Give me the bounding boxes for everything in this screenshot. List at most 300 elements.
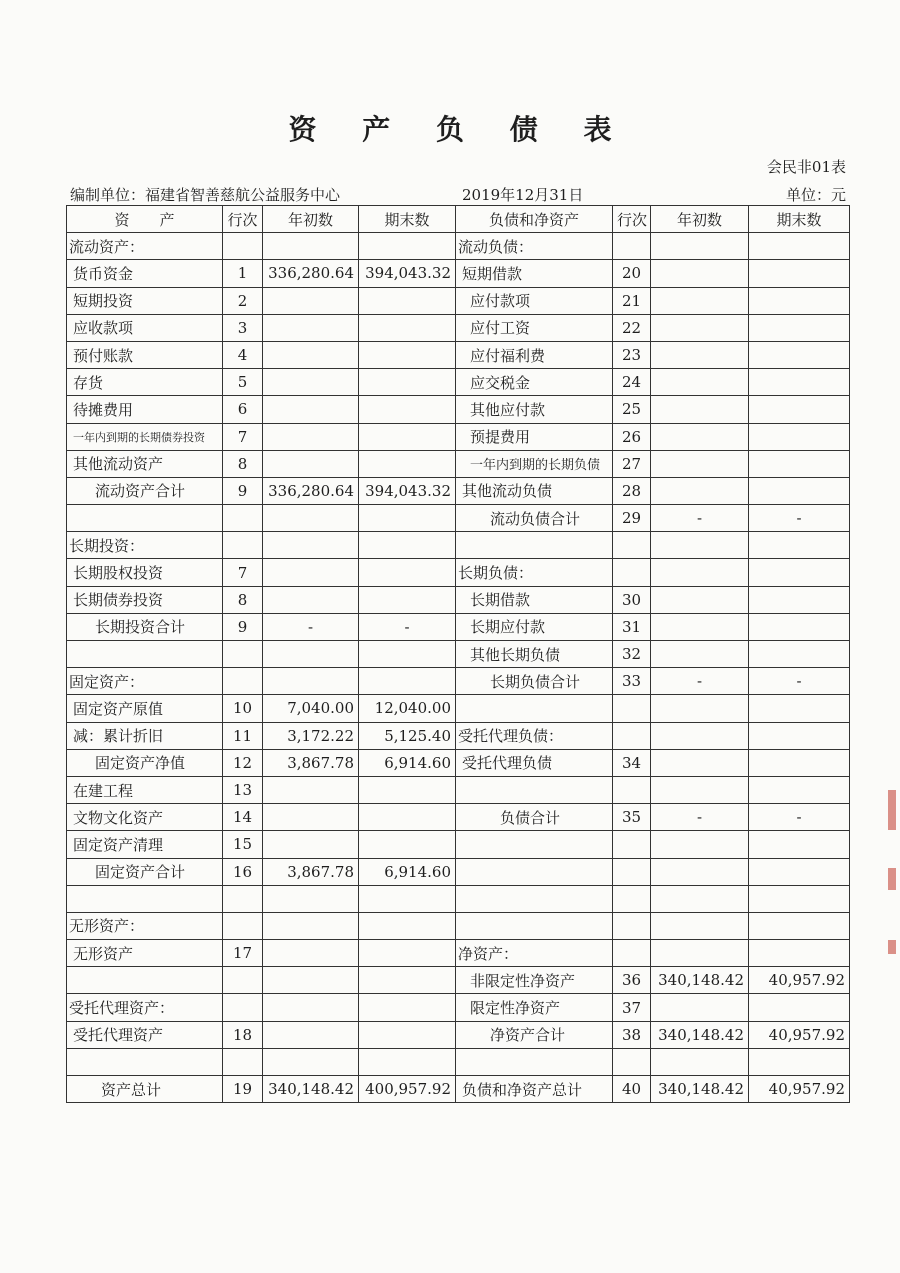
asset-begin <box>263 396 359 423</box>
asset-end <box>359 586 456 613</box>
header-begin-2: 年初数 <box>651 206 749 233</box>
asset-begin <box>263 967 359 994</box>
liability-row-no: 21 <box>613 287 651 314</box>
header-row-no-2: 行次 <box>613 206 651 233</box>
table-row <box>67 505 850 532</box>
liability-row-no <box>613 831 651 858</box>
asset-end <box>359 505 456 532</box>
asset-name: 长期投资： <box>67 532 223 559</box>
asset-name <box>67 885 223 912</box>
liability-name: 应交税金 <box>456 369 613 396</box>
unit-label: 单位：元 <box>785 186 846 204</box>
liability-begin <box>651 994 749 1021</box>
asset-end <box>359 912 456 939</box>
asset-begin <box>263 559 359 586</box>
asset-name: 受托代理资产： <box>67 994 223 1021</box>
liability-name: 应付福利费 <box>456 341 613 368</box>
asset-row-no <box>223 967 263 994</box>
edge-stamp-mark <box>888 940 896 954</box>
asset-end <box>359 1021 456 1048</box>
table-row <box>67 477 850 504</box>
asset-name: 预付账款 <box>67 341 223 368</box>
liability-end <box>749 450 850 477</box>
asset-begin <box>263 287 359 314</box>
asset-end: 5,125.40 <box>359 722 456 749</box>
liability-begin: 340,148.42 <box>651 967 749 994</box>
table-row <box>67 287 850 314</box>
liability-name <box>456 831 613 858</box>
edge-stamp-mark <box>888 868 896 890</box>
table-row <box>67 668 850 695</box>
asset-name: 减：累计折旧 <box>67 722 223 749</box>
liability-name: 流动负债： <box>456 233 613 260</box>
table-row <box>67 341 850 368</box>
header-end: 期末数 <box>359 206 456 233</box>
header-row-no: 行次 <box>223 206 263 233</box>
liability-row-no <box>613 532 651 559</box>
liability-end <box>749 477 850 504</box>
liability-begin <box>651 1048 749 1075</box>
liability-begin <box>651 233 749 260</box>
asset-row-no: 10 <box>223 695 263 722</box>
liability-row-no: 22 <box>613 314 651 341</box>
liability-name: 长期应付款 <box>456 613 613 640</box>
asset-end <box>359 940 456 967</box>
asset-name: 应收款项 <box>67 314 223 341</box>
liability-name: 净资产： <box>456 940 613 967</box>
asset-row-no <box>223 532 263 559</box>
table-row <box>67 858 850 885</box>
liability-begin: - <box>651 505 749 532</box>
asset-end <box>359 831 456 858</box>
table-row <box>67 885 850 912</box>
table-row <box>67 722 850 749</box>
asset-end <box>359 559 456 586</box>
liability-row-no: 37 <box>613 994 651 1021</box>
asset-name: 无形资产： <box>67 912 223 939</box>
liability-end <box>749 695 850 722</box>
org-info <box>70 184 340 205</box>
liability-row-no: 38 <box>613 1021 651 1048</box>
liability-end <box>749 1048 850 1075</box>
asset-begin <box>263 940 359 967</box>
asset-row-no: 15 <box>223 831 263 858</box>
asset-end <box>359 885 456 912</box>
liability-end <box>749 641 850 668</box>
asset-row-no: 9 <box>223 477 263 504</box>
table-row <box>67 233 850 260</box>
asset-end <box>359 341 456 368</box>
asset-begin <box>263 369 359 396</box>
asset-name <box>67 505 223 532</box>
liability-begin <box>651 396 749 423</box>
liability-name: 净资产合计 <box>456 1021 613 1048</box>
asset-end <box>359 450 456 477</box>
asset-end <box>359 967 456 994</box>
liability-end <box>749 912 850 939</box>
liability-name: 限定性净资产 <box>456 994 613 1021</box>
asset-name: 货币资金 <box>67 260 223 287</box>
asset-begin <box>263 912 359 939</box>
asset-begin <box>263 450 359 477</box>
liability-name <box>456 1048 613 1075</box>
liability-name <box>456 912 613 939</box>
liability-begin <box>651 477 749 504</box>
liability-row-no: 27 <box>613 450 651 477</box>
asset-row-no: 6 <box>223 396 263 423</box>
liability-row-no: 40 <box>613 1076 651 1103</box>
liability-end <box>749 369 850 396</box>
liability-end: - <box>749 505 850 532</box>
liability-begin: 340,148.42 <box>651 1021 749 1048</box>
asset-name: 待摊费用 <box>67 396 223 423</box>
liability-row-no: 31 <box>613 613 651 640</box>
table-row <box>67 423 850 450</box>
liability-name: 受托代理负债 <box>456 749 613 776</box>
asset-end <box>359 233 456 260</box>
liability-end <box>749 885 850 912</box>
liability-name <box>456 695 613 722</box>
table-row <box>67 641 850 668</box>
asset-end <box>359 641 456 668</box>
liability-row-no: 30 <box>613 586 651 613</box>
asset-row-no <box>223 505 263 532</box>
asset-name <box>67 641 223 668</box>
org-name: 福建省智善慈航公益服务中心 <box>145 186 341 204</box>
table-row <box>67 450 850 477</box>
liability-row-no <box>613 940 651 967</box>
asset-begin <box>263 586 359 613</box>
liability-name: 流动负债合计 <box>456 505 613 532</box>
asset-name: 固定资产原值 <box>67 695 223 722</box>
asset-name: 固定资产： <box>67 668 223 695</box>
liability-name: 长期负债合计 <box>456 668 613 695</box>
asset-row-no: 7 <box>223 423 263 450</box>
asset-end: 400,957.92 <box>359 1076 456 1103</box>
asset-begin: 3,172.22 <box>263 722 359 749</box>
liability-name <box>456 858 613 885</box>
asset-name <box>67 1048 223 1075</box>
liability-begin <box>651 641 749 668</box>
table-row <box>67 804 850 831</box>
liability-row-no: 26 <box>613 423 651 450</box>
asset-end: 6,914.60 <box>359 858 456 885</box>
liability-begin <box>651 369 749 396</box>
liability-end: 40,957.92 <box>749 1076 850 1103</box>
asset-end: 6,914.60 <box>359 749 456 776</box>
table-row <box>67 1021 850 1048</box>
asset-row-no: 11 <box>223 722 263 749</box>
asset-name: 固定资产合计 <box>67 858 223 885</box>
asset-row-no <box>223 912 263 939</box>
asset-name: 无形资产 <box>67 940 223 967</box>
asset-end <box>359 314 456 341</box>
table-row <box>67 912 850 939</box>
liability-end <box>749 423 850 450</box>
liability-name: 预提费用 <box>456 423 613 450</box>
asset-begin <box>263 314 359 341</box>
liability-row-no <box>613 776 651 803</box>
asset-name: 流动资产合计 <box>67 477 223 504</box>
liability-begin <box>651 586 749 613</box>
liability-row-no: 36 <box>613 967 651 994</box>
asset-name: 长期债券投资 <box>67 586 223 613</box>
asset-end <box>359 804 456 831</box>
header-begin: 年初数 <box>263 206 359 233</box>
table-row <box>67 994 850 1021</box>
liability-row-no: 28 <box>613 477 651 504</box>
liability-row-no <box>613 912 651 939</box>
asset-row-no <box>223 885 263 912</box>
table-row <box>67 613 850 640</box>
asset-begin: 3,867.78 <box>263 858 359 885</box>
liability-name: 应付工资 <box>456 314 613 341</box>
asset-row-no <box>223 668 263 695</box>
asset-row-no: 9 <box>223 613 263 640</box>
liability-begin <box>651 260 749 287</box>
asset-row-no: 1 <box>223 260 263 287</box>
asset-row-no: 14 <box>223 804 263 831</box>
table-row <box>67 831 850 858</box>
liability-end <box>749 940 850 967</box>
header-liability: 负债和净资产 <box>456 206 613 233</box>
asset-name: 存货 <box>67 369 223 396</box>
org-label: 编制单位： <box>70 186 146 204</box>
liability-name <box>456 532 613 559</box>
liability-end <box>749 858 850 885</box>
liability-name <box>456 776 613 803</box>
header-end-2: 期末数 <box>749 206 850 233</box>
liability-end <box>749 260 850 287</box>
asset-name: 其他流动资产 <box>67 450 223 477</box>
asset-begin: 3,867.78 <box>263 749 359 776</box>
liability-name: 应付款项 <box>456 287 613 314</box>
liability-name <box>456 885 613 912</box>
liability-end: 40,957.92 <box>749 1021 850 1048</box>
table-row <box>67 776 850 803</box>
asset-begin <box>263 1021 359 1048</box>
asset-row-no: 13 <box>223 776 263 803</box>
asset-row-no <box>223 233 263 260</box>
liability-name: 受托代理负债： <box>456 722 613 749</box>
liability-begin: 340,148.42 <box>651 1076 749 1103</box>
table-row <box>67 396 850 423</box>
asset-end <box>359 994 456 1021</box>
liability-begin <box>651 695 749 722</box>
table-row <box>67 695 850 722</box>
liability-name: 非限定性净资产 <box>456 967 613 994</box>
liability-end <box>749 532 850 559</box>
liability-begin <box>651 532 749 559</box>
liability-row-no <box>613 559 651 586</box>
asset-end <box>359 776 456 803</box>
asset-row-no: 8 <box>223 450 263 477</box>
asset-row-no <box>223 641 263 668</box>
table-row <box>67 314 850 341</box>
asset-name: 文物文化资产 <box>67 804 223 831</box>
asset-row-no: 18 <box>223 1021 263 1048</box>
liability-row-no: 23 <box>613 341 651 368</box>
liability-begin <box>651 423 749 450</box>
table-row <box>67 967 850 994</box>
table-row <box>67 559 850 586</box>
liability-end: 40,957.92 <box>749 967 850 994</box>
asset-begin: - <box>263 613 359 640</box>
balance-sheet-table <box>66 205 850 1103</box>
asset-begin <box>263 532 359 559</box>
liability-end <box>749 749 850 776</box>
liability-begin <box>651 341 749 368</box>
table-row <box>67 749 850 776</box>
asset-begin: 336,280.64 <box>263 477 359 504</box>
liability-row-no: 29 <box>613 505 651 532</box>
liability-end <box>749 776 850 803</box>
asset-begin: 340,148.42 <box>263 1076 359 1103</box>
liability-row-no <box>613 885 651 912</box>
asset-end: - <box>359 613 456 640</box>
asset-row-no: 16 <box>223 858 263 885</box>
liability-begin <box>651 940 749 967</box>
table-row <box>67 1076 850 1103</box>
liability-end <box>749 994 850 1021</box>
liability-name: 长期负债： <box>456 559 613 586</box>
asset-end: 394,043.32 <box>359 477 456 504</box>
liability-begin <box>651 912 749 939</box>
liability-row-no: 20 <box>613 260 651 287</box>
asset-row-no: 7 <box>223 559 263 586</box>
liability-end <box>749 396 850 423</box>
liability-row-no <box>613 233 651 260</box>
liability-row-no: 32 <box>613 641 651 668</box>
liability-end: - <box>749 804 850 831</box>
liability-name: 负债和净资产总计 <box>456 1076 613 1103</box>
liability-begin <box>651 613 749 640</box>
asset-begin <box>263 776 359 803</box>
liability-name: 负债合计 <box>456 804 613 831</box>
liability-row-no <box>613 722 651 749</box>
asset-begin <box>263 804 359 831</box>
asset-begin <box>263 994 359 1021</box>
liability-name: 其他长期负债 <box>456 641 613 668</box>
liability-begin: - <box>651 804 749 831</box>
asset-row-no: 2 <box>223 287 263 314</box>
liability-begin <box>651 831 749 858</box>
asset-row-no: 8 <box>223 586 263 613</box>
asset-name <box>67 967 223 994</box>
asset-name: 短期投资 <box>67 287 223 314</box>
asset-name: 长期股权投资 <box>67 559 223 586</box>
liability-end: - <box>749 668 850 695</box>
liability-name: 其他应付款 <box>456 396 613 423</box>
asset-name: 受托代理资产 <box>67 1021 223 1048</box>
asset-begin <box>263 641 359 668</box>
liability-end <box>749 722 850 749</box>
asset-end <box>359 396 456 423</box>
asset-row-no: 5 <box>223 369 263 396</box>
liability-begin <box>651 287 749 314</box>
asset-row-no <box>223 1048 263 1075</box>
asset-begin <box>263 341 359 368</box>
asset-end: 12,040.00 <box>359 695 456 722</box>
asset-name: 资产总计 <box>67 1076 223 1103</box>
liability-name: 长期借款 <box>456 586 613 613</box>
report-date: 2019年12月31日 <box>462 186 584 204</box>
table-header-row <box>67 206 850 233</box>
asset-begin <box>263 1048 359 1075</box>
page-title: 资 产 负 债 表 <box>288 113 630 146</box>
liability-end <box>749 586 850 613</box>
table-row <box>67 586 850 613</box>
liability-begin <box>651 858 749 885</box>
asset-begin <box>263 885 359 912</box>
asset-end: 394,043.32 <box>359 260 456 287</box>
table-row <box>67 369 850 396</box>
asset-end <box>359 287 456 314</box>
liability-begin <box>651 450 749 477</box>
liability-end <box>749 341 850 368</box>
asset-row-no: 4 <box>223 341 263 368</box>
asset-row-no: 19 <box>223 1076 263 1103</box>
liability-begin <box>651 776 749 803</box>
liability-end <box>749 233 850 260</box>
liability-row-no <box>613 695 651 722</box>
asset-end <box>359 1048 456 1075</box>
liability-name: 其他流动负债 <box>456 477 613 504</box>
asset-end <box>359 532 456 559</box>
asset-row-no <box>223 994 263 1021</box>
asset-name: 长期投资合计 <box>67 613 223 640</box>
table-row <box>67 1048 850 1075</box>
asset-end <box>359 668 456 695</box>
liability-begin <box>651 885 749 912</box>
header-asset: 资 产 <box>67 206 223 233</box>
asset-begin <box>263 423 359 450</box>
liability-row-no: 25 <box>613 396 651 423</box>
asset-name: 在建工程 <box>67 776 223 803</box>
asset-begin: 7,040.00 <box>263 695 359 722</box>
table-row <box>67 532 850 559</box>
liability-row-no <box>613 858 651 885</box>
asset-begin <box>263 505 359 532</box>
liability-row-no: 33 <box>613 668 651 695</box>
liability-end <box>749 314 850 341</box>
liability-name: 短期借款 <box>456 260 613 287</box>
liability-end <box>749 287 850 314</box>
asset-begin: 336,280.64 <box>263 260 359 287</box>
liability-row-no <box>613 1048 651 1075</box>
liability-begin: - <box>651 668 749 695</box>
asset-begin <box>263 831 359 858</box>
table-row <box>67 260 850 287</box>
liability-end <box>749 831 850 858</box>
liability-begin <box>651 314 749 341</box>
table-row <box>67 940 850 967</box>
edge-stamp-mark <box>888 790 896 830</box>
asset-name: 流动资产： <box>67 233 223 260</box>
asset-name: 固定资产清理 <box>67 831 223 858</box>
asset-name: 一年内到期的长期债券投资 <box>67 423 223 450</box>
asset-name: 固定资产净值 <box>67 749 223 776</box>
liability-row-no: 34 <box>613 749 651 776</box>
asset-row-no: 12 <box>223 749 263 776</box>
asset-end <box>359 369 456 396</box>
liability-begin <box>651 722 749 749</box>
asset-end <box>359 423 456 450</box>
form-code: 会民非01表 <box>766 158 846 176</box>
liability-begin <box>651 559 749 586</box>
asset-row-no: 17 <box>223 940 263 967</box>
liability-begin <box>651 749 749 776</box>
